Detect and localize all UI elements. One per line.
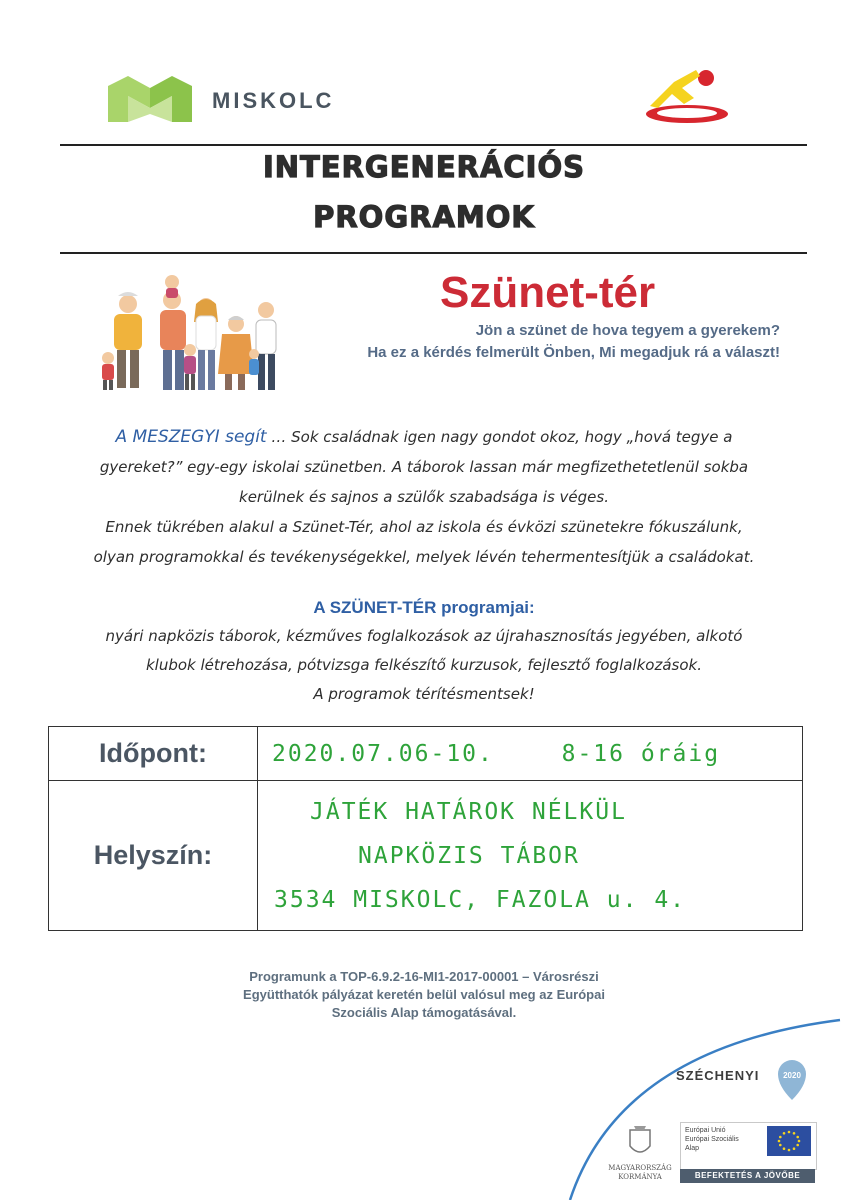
programs-heading: A SZÜNET-TÉR programjai: <box>313 598 535 617</box>
intro-lead: A MESZEGYI segít <box>115 427 267 447</box>
government-label <box>600 1164 680 1182</box>
title-line-1: INTERGENERÁCIÓS <box>262 150 586 184</box>
government-line-1: MAGYARORSZÁG <box>608 1164 672 1172</box>
eu-flag-icon <box>767 1126 811 1156</box>
hungary-coat-of-arms-icon <box>626 1122 654 1160</box>
place-line-2: NAPKÖZIS TÁBOR <box>358 842 580 869</box>
programs-line-1: nyári napközis táborok, kézműves foglalkozások az újrahasznosítás jegyében, alkotó <box>105 627 743 645</box>
title-line-2: PROGRAMOK <box>313 200 535 234</box>
szechenyi-2020-pin-icon <box>776 1058 808 1102</box>
time-label: Időpont: <box>49 727 258 781</box>
place-line-3: 3534 MISKOLC, FAZOLA u. 4. <box>274 886 687 913</box>
programs-line-2: klubok létrehozása, pótvizsga felkészítő kurzusok, fejlesztő foglalkozások. <box>146 656 702 674</box>
time-value-hours: 8-16 óráig <box>561 740 721 767</box>
funding-line-2: Együtthatók pályázat keretén belül valósul meg az Európai <box>243 987 605 1002</box>
funding-line-3: Szociális Alap támogatásával. <box>331 1005 517 1020</box>
time-value <box>258 727 803 781</box>
time-value-date: 2020.07.06-10. <box>272 740 494 767</box>
szechenyi-year: 2020 <box>783 1071 801 1080</box>
intro-line-4: Ennek tükrében alakul a Szünet-Tér, ahol az iskola és évközi szünetekre fókuszálunk, <box>105 518 743 536</box>
intro-paragraph <box>50 422 798 572</box>
eu-line-1: Európai Unió <box>685 1127 726 1134</box>
miskolc-m-logo <box>106 74 194 126</box>
funding-line-1: Programunk a TOP-6.9.2-16-MI1-2017-00001 – Városrészi <box>249 969 599 984</box>
intro-line-2: gyereket?” egy-egy iskolai szünetben. A táborok lassan már megfizethetetlenül sokba <box>99 458 749 476</box>
info-table <box>48 726 803 931</box>
place-line-1: JÁTÉK HATÁROK NÉLKÜL <box>310 798 627 825</box>
programs-list <box>50 622 798 709</box>
place-value <box>258 781 803 931</box>
intro-line-5: olyan programokkal és tevékenységekkel, melyek lévén tehermentesítjük a családokat. <box>93 548 755 566</box>
eu-text <box>685 1126 739 1153</box>
investment-slogan: BEFEKTETÉS A JÖVŐBE <box>680 1169 815 1183</box>
intro-line-1: … Sok családnak igen nagy gondot okoz, hogy „hová tegye a <box>266 428 733 446</box>
intro-line-3: kerülnek és sajnos a szülők szabadsága is véges. <box>239 488 609 506</box>
government-line-2: KORMÁNYA <box>618 1173 662 1181</box>
tagline-answer: Ha ez a kérdés felmerült Önben, Mi megadjuk rá a választ! <box>367 344 780 361</box>
header-divider <box>60 144 807 146</box>
place-label: Helyszín: <box>49 781 258 931</box>
family-generations-illustration <box>94 270 284 398</box>
title-divider <box>60 252 807 254</box>
programs-line-3: A programok térítésmentsek! <box>313 685 535 703</box>
eu-line-3: Alap <box>685 1145 700 1152</box>
program-heading: Szünet-tér <box>440 268 656 317</box>
szechenyi-label: SZÉCHENYI <box>676 1068 760 1083</box>
meszegyi-runner-logo <box>644 62 730 128</box>
eu-line-2: Európai Szociális <box>685 1136 739 1143</box>
tagline-question: Jön a szünet de hova tegyem a gyerekem? <box>475 322 780 339</box>
city-name: MISKOLC <box>212 88 335 113</box>
